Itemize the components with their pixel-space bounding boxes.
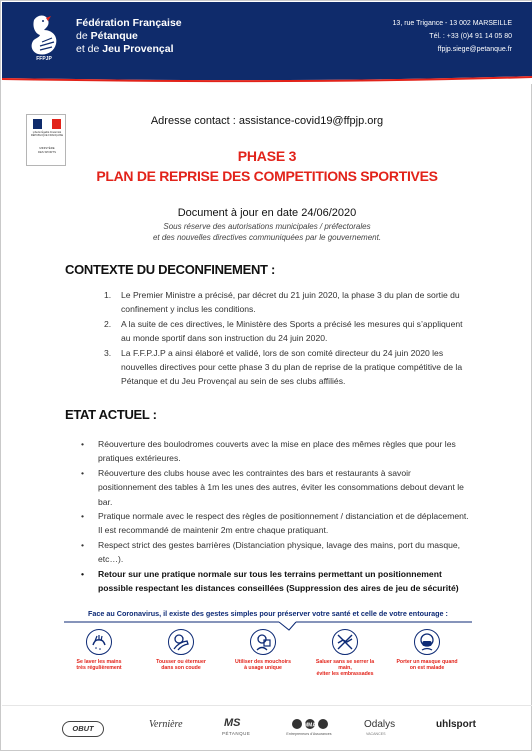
bullet: • xyxy=(81,539,85,550)
logo-text: FFPJP xyxy=(36,56,52,62)
sponsor-odalys-logo: Odalys xyxy=(364,719,396,730)
gesture-label: dans son coude xyxy=(161,665,201,672)
mma-text: MMA xyxy=(304,722,316,729)
header-address: 13, rue Trigance - 13 002 MARSEILLE xyxy=(392,20,512,27)
list-item xyxy=(104,288,474,317)
sponsor-obut-logo: OBUT xyxy=(62,721,104,737)
reserve-line1: Sous réserve des autorisations municipales / préfectorales xyxy=(163,222,371,231)
list-item-text: Réouverture des boulodromes couverts avec la mise en place des mêmes règles que pour les pratiques extérieures. xyxy=(98,439,456,464)
list-item xyxy=(104,317,474,346)
list-item-text: A la suite de ces directives, le Ministère des Sports a précisé les mesures qui s’appliquent au monde sportif dans son instruction du 24 juin 2020. xyxy=(121,318,463,344)
gesture-label: Se laver les mains xyxy=(76,659,122,665)
list-number: 1. xyxy=(104,290,112,300)
list-item-text: Pratique normale avec le respect des règles de positionnement / distanciation et de déplacement. Il est recommandé de maintenir 2m entre chaque pratiquant. xyxy=(98,511,469,536)
phase-title: PHASE 3 xyxy=(237,148,297,164)
bullet: • xyxy=(81,439,85,449)
federation-line2-prefix: de xyxy=(76,30,91,42)
federation-logo-icon xyxy=(22,12,66,62)
gesture-label: Saluer sans se serrer la main, xyxy=(315,659,375,672)
list-item-text: Respect strict des gestes barrières (Distanciation physique, lavage des mains, port du masque, etc…). xyxy=(98,539,461,565)
gesture-label: à usage unique xyxy=(244,665,282,672)
gesture-label: Porter un masque quand xyxy=(396,659,458,665)
sponsors-footer xyxy=(2,705,532,751)
federation-line3-bold: Jeu Provençal xyxy=(102,43,174,55)
etat-list xyxy=(81,437,471,595)
list-item xyxy=(81,567,471,596)
list-item-text: Le Premier Ministre a précisé, par décret du 21 juin 2020, la phase 3 du plan de sortie du confinement y inclus les conditions. xyxy=(121,290,460,315)
header-phone: Tél. : +33 (0)4 91 14 05 80 xyxy=(429,33,512,40)
list-item-text: La F.F.P.J.P a ainsi élaboré et validé, lors de son comité directeur du 24 juin 2020 les nouvelles directives pour cette phase 3 du plan de reprise de la pratique compétitive de la Pétanque et du Jeu Provençal au sein de ses clubs affiliés. xyxy=(121,347,463,387)
list-item xyxy=(81,538,471,567)
etat-heading: ETAT ACTUEL : xyxy=(65,407,157,422)
tissue-icon xyxy=(250,629,276,655)
federation-line3-prefix: et de xyxy=(76,43,103,55)
federation-name xyxy=(76,17,182,56)
ministry-line2: DES SPORTS xyxy=(38,149,56,154)
wash-hands-icon xyxy=(86,629,112,655)
header-email[interactable]: ffpjp.siege@petanque.fr xyxy=(437,46,512,53)
gesture-tissue xyxy=(228,629,298,671)
gesture-label: très régulièrement xyxy=(76,665,122,672)
republic-text: Liberté Égalité Fraternité RÉPUBLIQUE FRANÇAISE xyxy=(30,131,64,138)
ministry-line1: MINISTÈRE xyxy=(39,146,55,150)
sponsor-ms-subtitle: PÉTANQUE xyxy=(222,731,251,736)
sponsor-mma-subtitle: Entrepreneurs d'Assurances xyxy=(286,732,332,736)
sponsor-odalys-subtitle: VACANCES xyxy=(366,732,386,736)
reserve-line2: et des nouvelles directives communiquées par le gouvernement. xyxy=(152,233,382,242)
covid-panel-title: Face au Coronavirus, il existe des gestes simples pour préserver votre santé et celle de votre entourage : xyxy=(88,609,448,618)
gesture-label: Tousser ou éternuer xyxy=(156,659,206,665)
gesture-wash-hands xyxy=(64,629,134,671)
list-item xyxy=(81,437,471,466)
federation-line2-bold: Pétanque xyxy=(90,30,138,42)
sponsor-uhlsport-logo: uhlsport xyxy=(436,719,476,730)
gesture-label: on est malade xyxy=(409,665,445,672)
bullet: • xyxy=(81,568,85,579)
header-banner xyxy=(2,2,532,74)
list-item xyxy=(81,509,471,538)
cough-elbow-icon xyxy=(168,629,194,655)
list-number: 3. xyxy=(104,347,112,358)
bullet: • xyxy=(81,511,85,522)
gesture-label: Utiliser des mouchoirs xyxy=(235,659,291,665)
gesture-label: éviter les embrassades xyxy=(316,671,374,678)
header-contact-block xyxy=(393,17,512,56)
sponsor-verniere-logo: Vernière xyxy=(149,719,183,730)
document-date: Document à jour en date 24/06/2020 xyxy=(177,207,357,219)
contact-email-line[interactable]: Adresse contact : assistance-covid19@ffpjp.org xyxy=(150,115,384,127)
gesture-mask xyxy=(392,629,462,671)
header-wave-stripe xyxy=(2,74,532,84)
coronavirus-gestures-panel xyxy=(64,609,472,683)
federation-line1: Fédération Française xyxy=(76,17,182,29)
sponsor-mma-logo xyxy=(290,718,330,732)
no-handshake-icon xyxy=(332,629,358,655)
sponsor-ms-logo: MS xyxy=(224,717,241,729)
gesture-cough-elbow xyxy=(146,629,216,671)
mma-circles-icon xyxy=(290,718,330,730)
mask-icon xyxy=(414,629,440,655)
contexte-heading: CONTEXTE DU DECONFINEMENT : xyxy=(65,262,276,277)
list-item-text: Réouverture des clubs house avec les contraintes des bars et restaurants à savoir positionnement des tables à 1m les unes des autres, éviter les consommations debout devant le bar. xyxy=(98,467,464,507)
list-item-text: Retour sur une pratique normale sur tous les terrains permettant un positionnement possible respectant les distances conseillées (Suppression des aires de jeu de sécurité) xyxy=(98,568,459,594)
gesture-no-handshake xyxy=(310,629,380,678)
reserve-note xyxy=(1,221,532,243)
list-number: 2. xyxy=(104,318,112,329)
plan-title: PLAN DE REPRISE DES COMPETITIONS SPORTIVES xyxy=(96,168,438,184)
list-item xyxy=(81,466,471,509)
contexte-list xyxy=(104,288,474,389)
bullet: • xyxy=(81,467,85,478)
list-item xyxy=(104,346,474,389)
